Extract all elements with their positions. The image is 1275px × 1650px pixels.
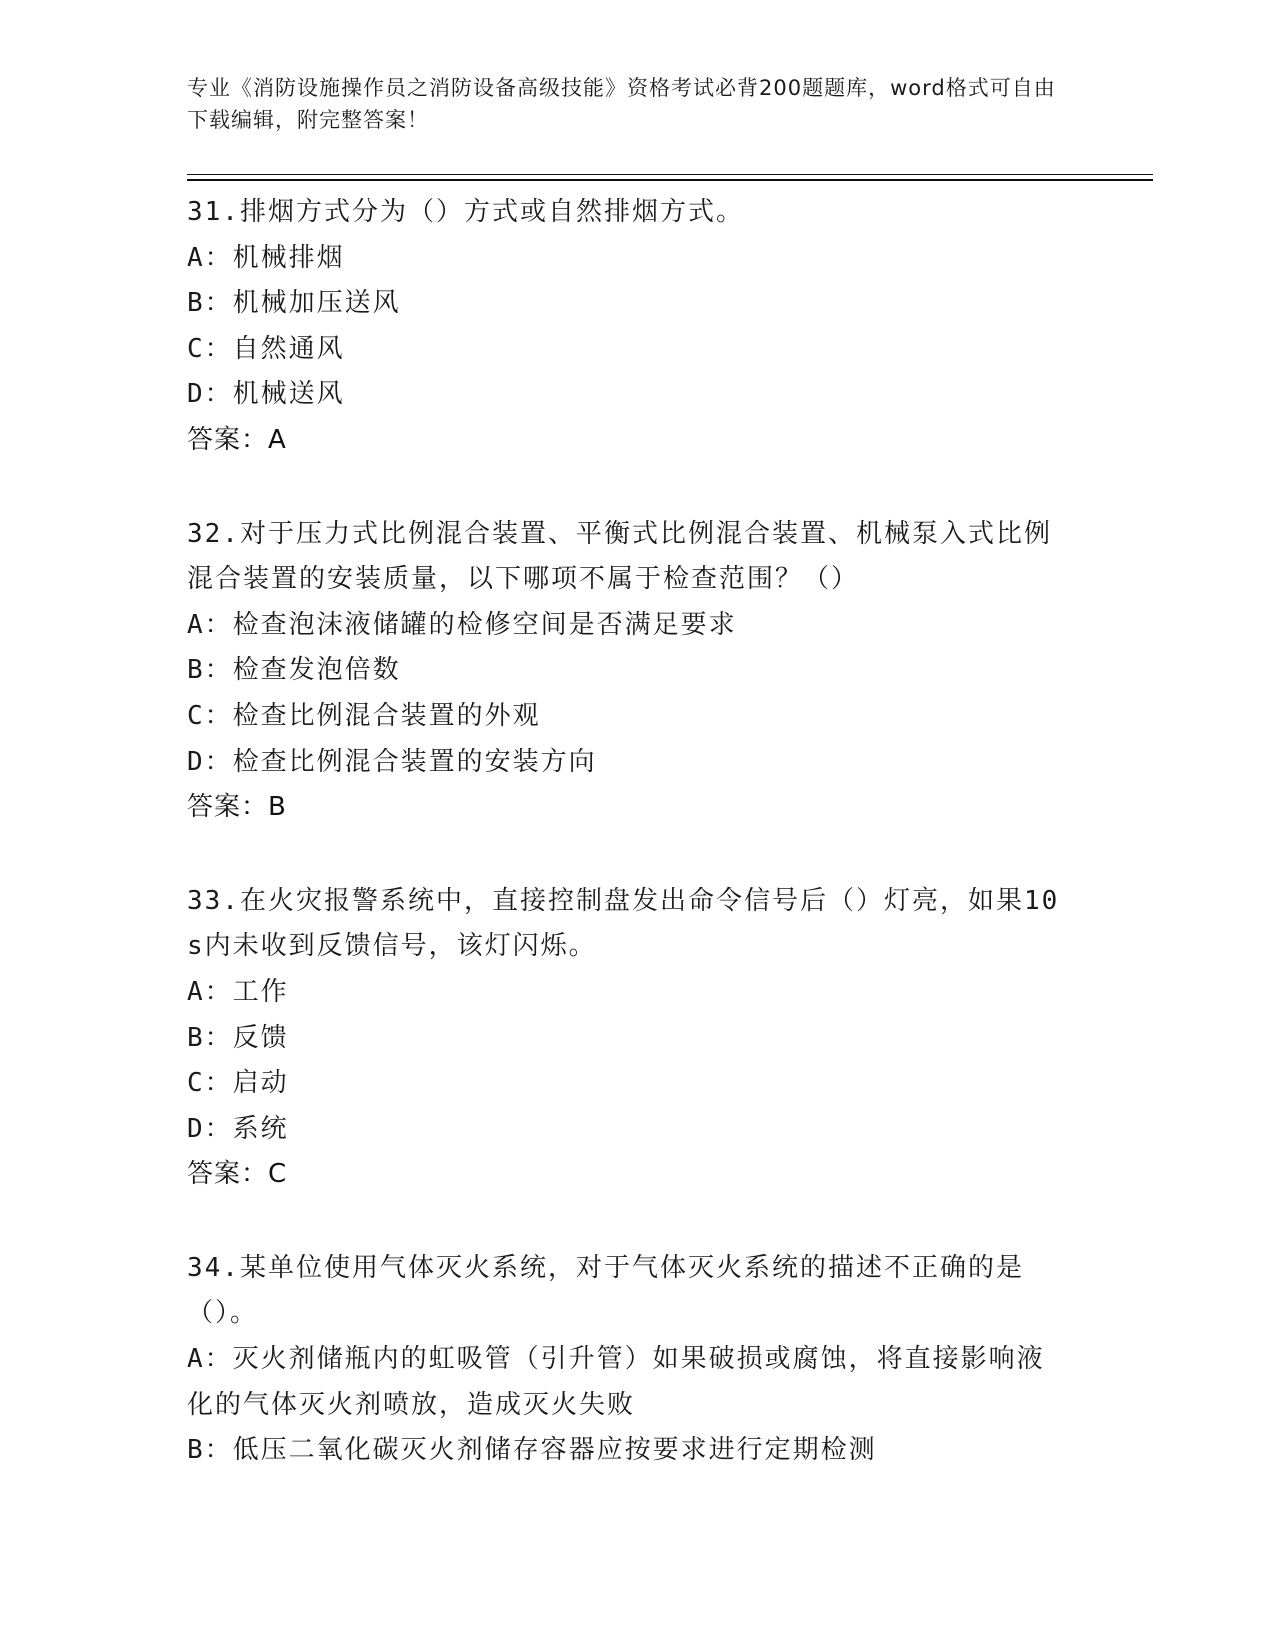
option-b: B：反馈 — [187, 1022, 289, 1053]
header-divider-thin — [187, 174, 1153, 175]
header-divider-thick — [187, 179, 1153, 181]
question-stem: 34.某单位使用气体灭火系统，对于气体灭火系统的描述不正确的是（）。 — [187, 1252, 1024, 1329]
option-c: C：启动 — [187, 1068, 289, 1099]
option-c: C：自然通风 — [187, 333, 345, 364]
question-34 — [187, 1246, 1087, 1474]
option-d: D：机械送风 — [187, 379, 345, 410]
option-c: C：检查比例混合装置的外观 — [187, 700, 541, 731]
question-list — [187, 190, 1087, 1522]
option-b: B：检查发泡倍数 — [187, 655, 401, 686]
option-a: A：检查泡沫液储罐的检修空间是否满足要求 — [187, 609, 737, 640]
question-stem: 32.对于压力式比例混合装置、平衡式比例混合装置、机械泵入式比例混合装置的安装质量，以下哪项不属于检查范围？（） — [187, 518, 1052, 595]
option-d: D：检查比例混合装置的安装方向 — [187, 746, 597, 777]
document-header: 专业《消防设施操作员之消防设备高级技能》资格考试必背200题题库，word格式可自由下载编辑，附完整答案！ — [187, 76, 1056, 132]
question-stem: 31.排烟方式分为（）方式或自然排烟方式。 — [187, 197, 744, 227]
option-a: A：灭火剂储瓶内的虹吸管（引升管）如果破损或腐蚀，将直接影响液化的气体灭火剂喷放，造成灭火失败 — [187, 1344, 1045, 1420]
answer: 答案：C — [187, 1159, 288, 1190]
option-d: D：系统 — [187, 1113, 289, 1144]
option-a: A：工作 — [187, 976, 289, 1007]
answer: 答案：A — [187, 424, 287, 455]
question-33 — [187, 879, 1087, 1198]
question-31 — [187, 190, 1087, 464]
option-b: B：机械加压送风 — [187, 288, 401, 319]
option-a: A：机械排烟 — [187, 242, 345, 273]
option-b: B：低压二氧化碳灭火剂储存容器应按要求进行定期检测 — [187, 1435, 877, 1466]
question-stem: 33.在火灾报警系统中，直接控制盘发出命令信号后（）灯亮，如果10s内未收到反馈信号，该灯闪烁。 — [187, 885, 1060, 962]
question-32 — [187, 512, 1087, 831]
answer: 答案：B — [187, 792, 287, 823]
